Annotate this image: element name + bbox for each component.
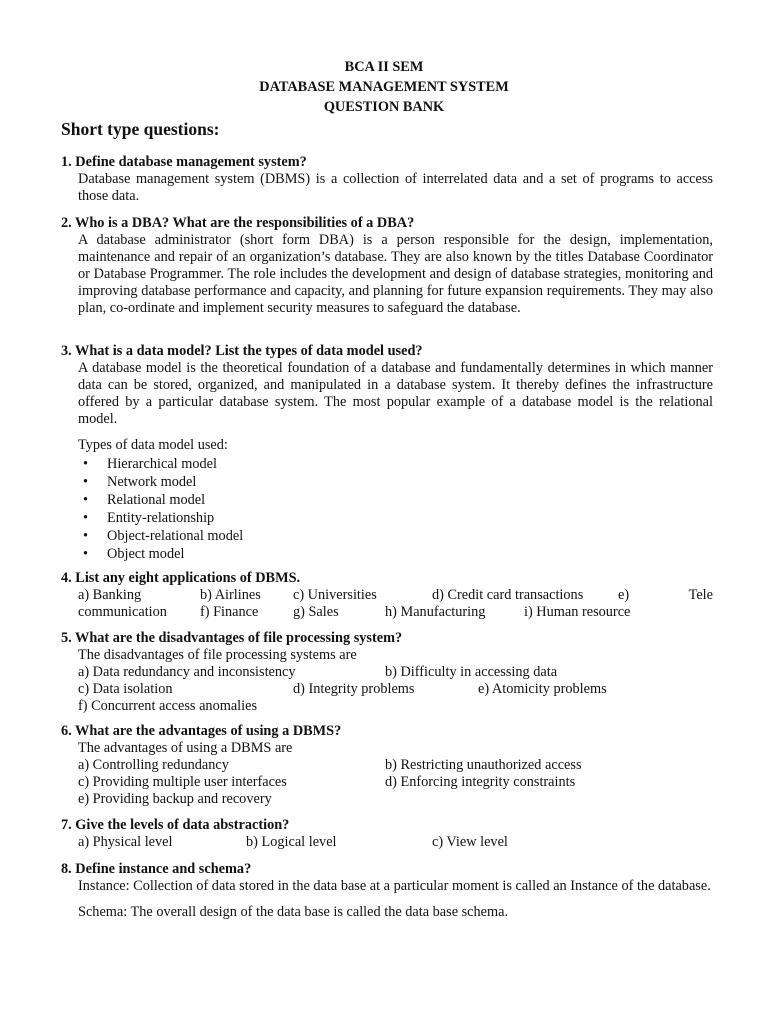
schema-definition: Schema: The overall design of the data base is called the data base schema. — [78, 903, 509, 920]
answer-intro: The advantages of using a DBMS are — [78, 739, 293, 756]
question-1 — [61, 154, 713, 205]
data-model-list — [78, 455, 713, 563]
list-item: Tele — [688, 586, 713, 603]
question-title: 7. Give the levels of data abstraction? — [61, 817, 290, 833]
list-item: e) Providing backup and recovery — [78, 790, 272, 807]
section-title: Short type questions: — [61, 119, 220, 139]
list-item: a) Banking — [78, 586, 142, 603]
list-item: b) Airlines — [200, 586, 261, 603]
question-title: 6. What are the advantages of using a DBMS? — [61, 723, 342, 739]
list-item: c) View level — [432, 833, 508, 850]
list-item: f) Concurrent access anomalies — [78, 697, 258, 714]
list-item: • Hierarchical model — [107, 455, 713, 473]
question-title: 5. What are the disadvantages of file processing system? — [61, 630, 403, 646]
question-8 — [61, 861, 713, 921]
list-item: d) Credit card transactions — [432, 586, 584, 603]
instance-definition: Instance: Collection of data stored in the data base at a particular moment is called an Instance of the database. — [78, 877, 711, 894]
question-title: 4. List any eight applications of DBMS. — [61, 570, 301, 586]
list-item: e) — [618, 586, 630, 603]
list-item: a) Controlling redundancy — [78, 756, 229, 773]
list-item: d) Integrity problems — [293, 680, 415, 697]
list-item: a) Data redundancy and inconsistency — [78, 663, 296, 680]
doc-type-line: QUESTION BANK — [323, 99, 445, 115]
question-3 — [61, 343, 713, 563]
question-5 — [61, 630, 713, 714]
list-item: • Object model — [107, 545, 713, 563]
list-item: f) Finance — [200, 603, 259, 620]
list-item: b) Difficulty in accessing data — [385, 663, 558, 680]
types-intro: Types of data model used: — [78, 436, 228, 453]
question-title: 1. Define database management system? — [61, 154, 307, 170]
course-line: BCA II SEM — [344, 59, 424, 75]
list-item: b) Logical level — [246, 833, 337, 850]
list-item: • Entity-relationship — [107, 509, 713, 527]
question-title: 3. What is a data model? List the types of data model used? — [61, 343, 423, 359]
answer-text: Database management system (DBMS) is a collection of interrelated data and a set of programs to access those data. — [78, 170, 713, 204]
list-item: • Object-relational model — [107, 527, 713, 545]
question-7 — [61, 817, 713, 851]
list-item: i) Human resource — [524, 603, 631, 620]
answer-text: A database model is the theoretical foundation of a database and fundamentally determines in which manner data can be stored, organized, and manipulated in a database system. It thereby defines the infrastructure offered by a particular database system. The most popular example of a database model is the relational model. — [78, 359, 713, 427]
question-4 — [61, 570, 713, 621]
answer-intro: The disadvantages of file processing systems are — [78, 646, 357, 663]
list-item: c) Universities — [293, 586, 377, 603]
list-item: d) Enforcing integrity constraints — [385, 773, 576, 790]
document-header — [0, 57, 768, 117]
question-title: 8. Define instance and schema? — [61, 861, 252, 877]
question-title: 2. Who is a DBA? What are the responsibilities of a DBA? — [61, 215, 415, 231]
question-2 — [61, 215, 713, 316]
list-item: c) Providing multiple user interfaces — [78, 773, 287, 790]
list-item: e) Atomicity problems — [478, 680, 607, 697]
answer-text: A database administrator (short form DBA) is a person responsible for the design, implementation, maintenance and repair of an organization’s database. They are also known by the titles Database Coordinator or Database Programmer. The role includes the development and design of database strategies, monitoring and improving database performance and capacity, and planning for future expansion requirements. They may also plan, co-ordinate and implement security measures to safeguard the database. — [78, 231, 713, 316]
list-item: • Network model — [107, 473, 713, 491]
list-item: g) Sales — [293, 603, 339, 620]
list-item: h) Manufacturing — [385, 603, 486, 620]
list-item: a) Physical level — [78, 833, 173, 850]
list-item: • Relational model — [107, 491, 713, 509]
list-item: b) Restricting unauthorized access — [385, 756, 582, 773]
list-item: c) Data isolation — [78, 680, 173, 697]
list-item: communication — [78, 603, 167, 620]
question-6 — [61, 723, 713, 807]
subject-line: DATABASE MANAGEMENT SYSTEM — [259, 79, 509, 95]
